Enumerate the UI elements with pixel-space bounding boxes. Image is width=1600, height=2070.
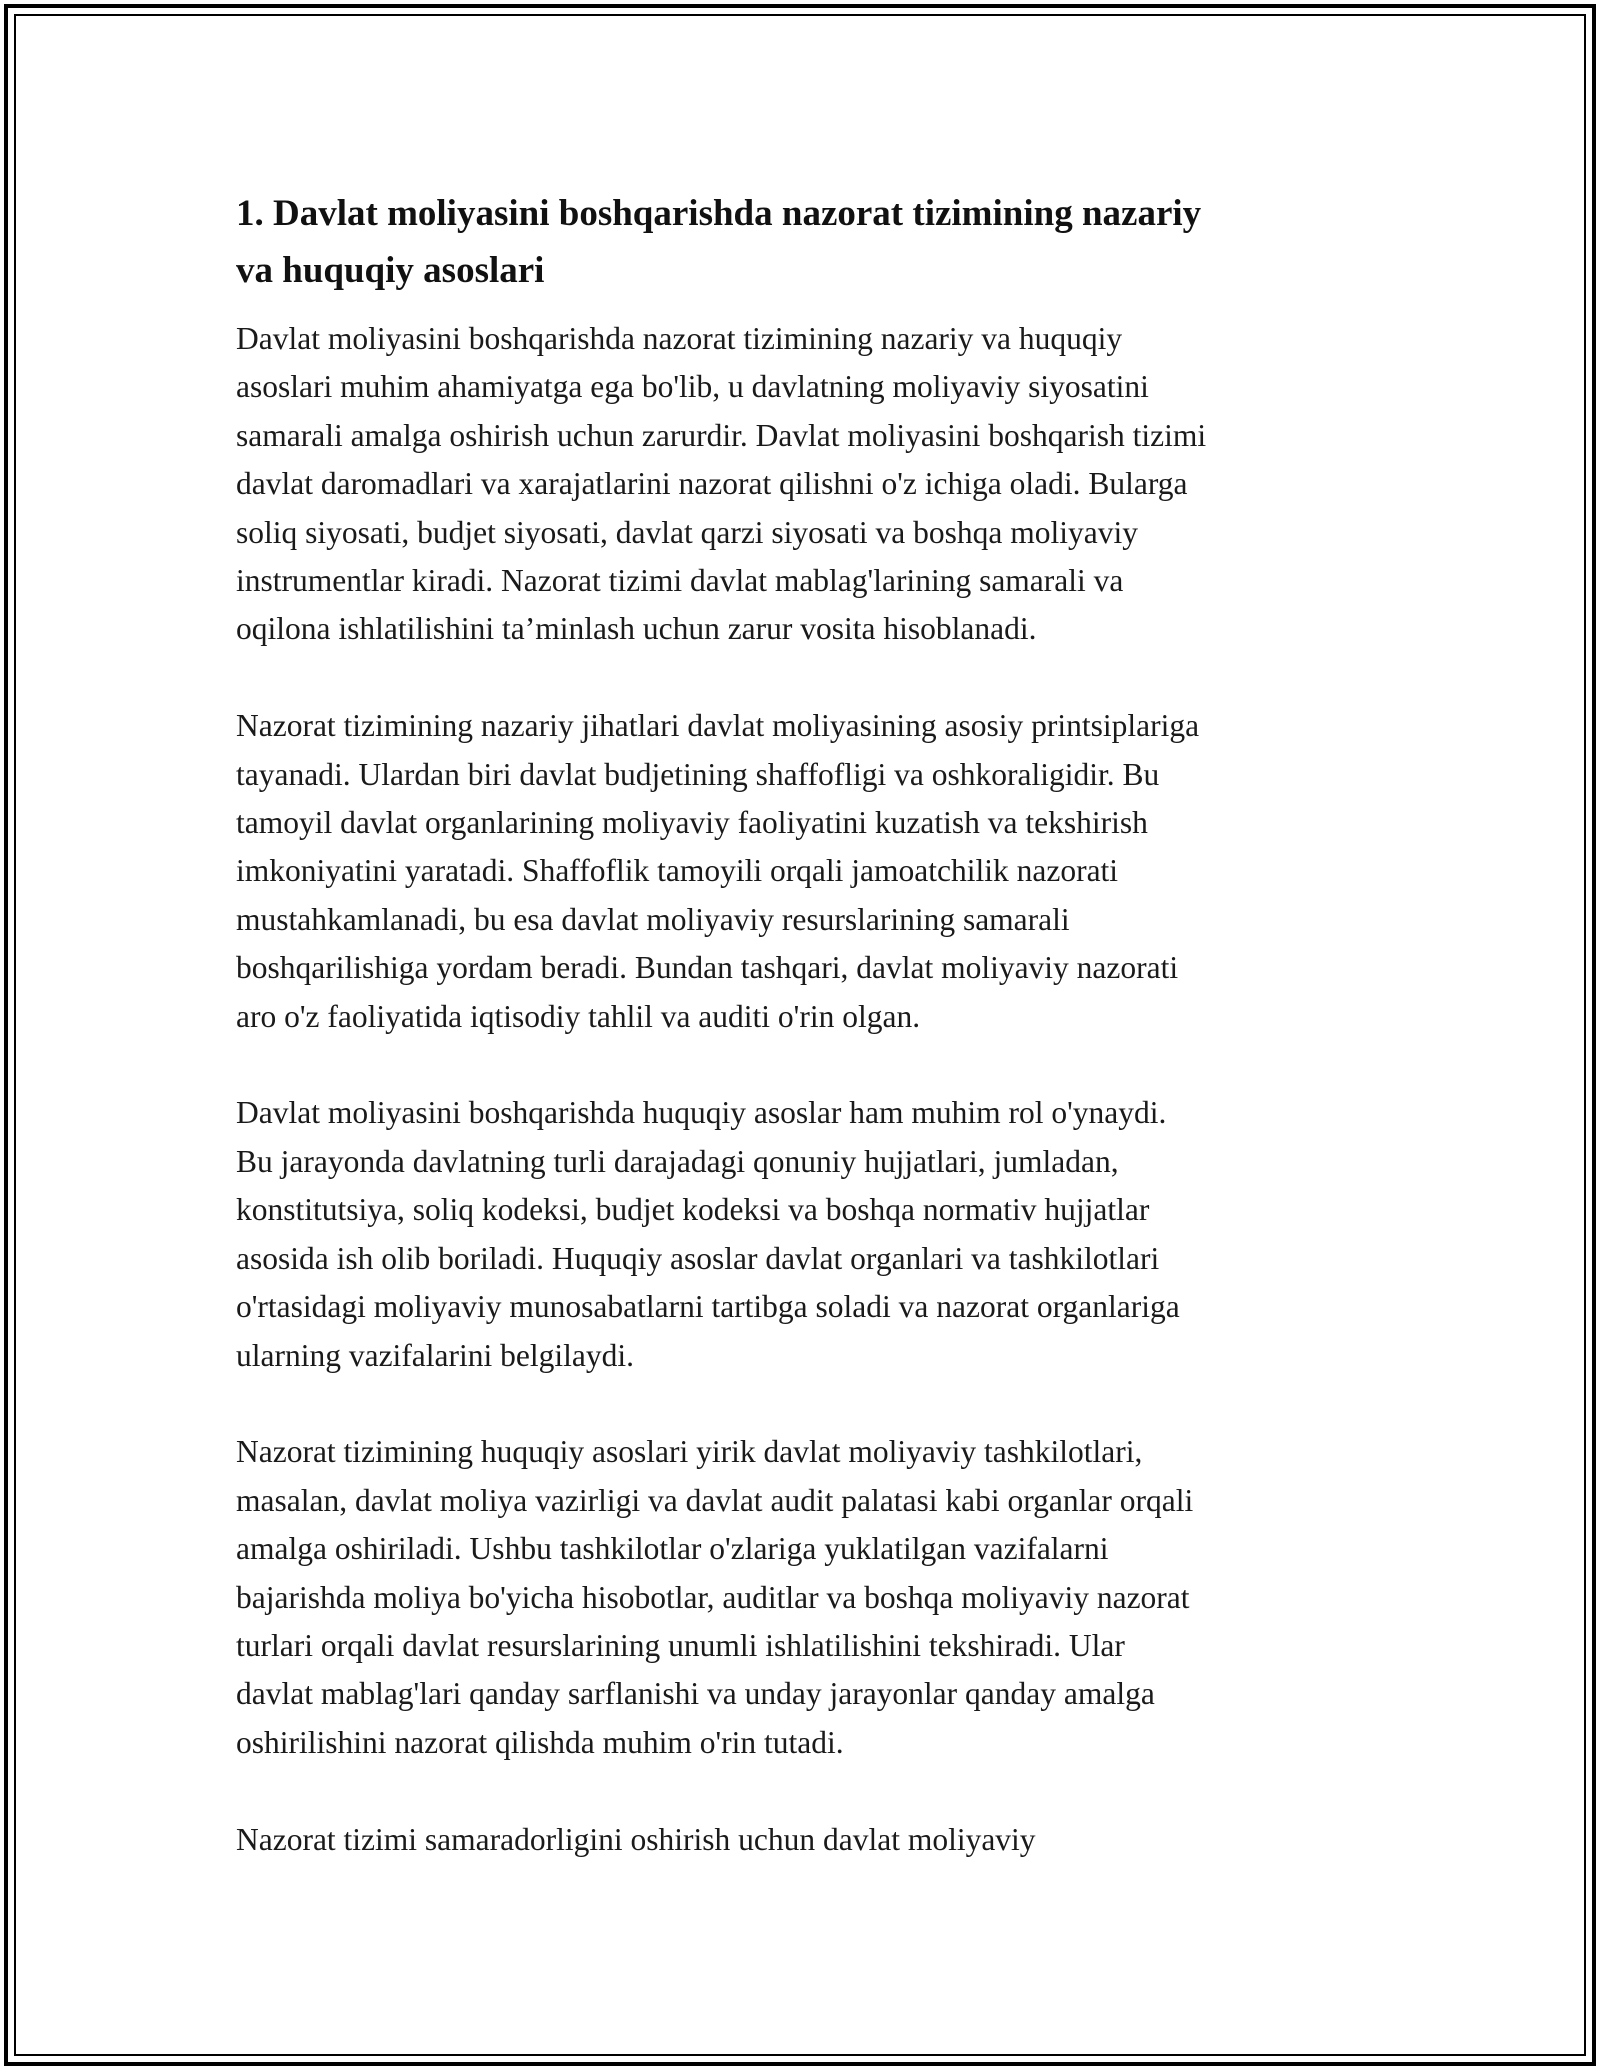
text-line: Nazorat tizimining huquqiy asoslari yirik davlat moliyaviy tashkilotlari, — [236, 1434, 1143, 1470]
text-line: tayanadi. Ulardan biri davlat budjetining shaffofligi va oshkoraligidir. Bu — [236, 756, 1160, 792]
paragraph-2 — [236, 702, 1376, 1041]
text-line: amalga oshiriladi. Ushbu tashkilotlar o'zlariga yuklatilgan vazifalarni — [236, 1531, 1109, 1567]
text-line: oshirilishini nazorat qilishda muhim o'rin tutadi. — [236, 1724, 844, 1760]
paragraph-4 — [236, 1428, 1376, 1767]
paragraph-1 — [236, 315, 1376, 654]
text-line: Davlat moliyasini boshqarishda huquqiy asoslar ham muhim rol o'ynaydi. — [236, 1095, 1167, 1131]
paragraph-3 — [236, 1089, 1376, 1379]
text-line: davlat mablag'lari qanday sarflanishi va unday jarayonlar qanday amalga — [236, 1676, 1155, 1712]
text-line: oqilona ishlatilishini ta’minlash uchun zarur vosita hisoblanadi. — [236, 611, 1037, 647]
text-line: turlari orqali davlat resurslarining unumli ishlatilishini tekshiradi. Ular — [236, 1627, 1125, 1663]
text-line: asosida ish olib boriladi. Huquqiy asoslar davlat organlari va tashkilotlari — [236, 1240, 1160, 1276]
text-line: ularning vazifalarini belgilaydi. — [236, 1337, 634, 1373]
text-line: mustahkamlanadi, bu esa davlat moliyaviy resurslarining samarali — [236, 901, 1070, 937]
text-line: instrumentlar kiradi. Nazorat tizimi davlat mablag'larining samarali va — [236, 563, 1124, 599]
text-line: Nazorat tizimining nazariy jihatlari davlat moliyasining asosiy printsiplariga — [236, 708, 1200, 744]
text-line: masalan, davlat moliya vazirligi va davlat audit palatasi kabi organlar orqali — [236, 1482, 1194, 1518]
text-line: tamoyil davlat organlarining moliyaviy faoliyatini kuzatish va tekshirish — [236, 805, 1148, 841]
text-line: aro o'z faoliyatida iqtisodiy tahlil va auditi o'rin olgan. — [236, 998, 921, 1034]
text-line: soliq siyosati, budjet siyosati, davlat qarzi siyosati va boshqa moliyaviy — [236, 514, 1139, 550]
heading-line: 1. Davlat moliyasini boshqarishda nazorat tizimining nazariy — [236, 193, 1202, 234]
text-line: imkoniyatini yaratadi. Shaffoflik tamoyili orqali jamoatchilik nazorati — [236, 853, 1119, 889]
document-body — [236, 185, 1376, 1912]
text-line: samarali amalga oshirish uchun zarurdir. Davlat moliyasini boshqarish tizimi — [236, 417, 1207, 453]
paragraph-5 — [236, 1816, 1376, 1864]
text-line: Nazorat tizimi samaradorligini oshirish uchun davlat moliyaviy — [236, 1821, 1036, 1857]
text-line: asoslari muhim ahamiyatga ega bo'lib, u davlatning moliyaviy siyosatini — [236, 369, 1149, 405]
text-line: Davlat moliyasini boshqarishda nazorat tizimining nazariy va huquqiy — [236, 321, 1123, 356]
section-heading — [236, 185, 1376, 299]
heading-line: va huquqiy asoslari — [236, 250, 545, 291]
text-line: konstitutsiya, soliq kodeksi, budjet kodeksi va boshqa normativ hujjatlar — [236, 1192, 1150, 1228]
text-line: bajarishda moliya bo'yicha hisobotlar, auditlar va boshqa moliyaviy nazorat — [236, 1579, 1190, 1615]
text-line: Bu jarayonda davlatning turli darajadagi qonuniy hujjatlari, jumladan, — [236, 1143, 1119, 1179]
text-line: davlat daromadlari va xarajatlarini nazorat qilishni o'z ichiga oladi. Bularga — [236, 466, 1188, 502]
text-line: boshqarilishiga yordam beradi. Bundan tashqari, davlat moliyaviy nazorati — [236, 950, 1179, 986]
text-line: o'rtasidagi moliyaviy munosabatlarni tartibga soladi va nazorat organlariga — [236, 1289, 1180, 1325]
